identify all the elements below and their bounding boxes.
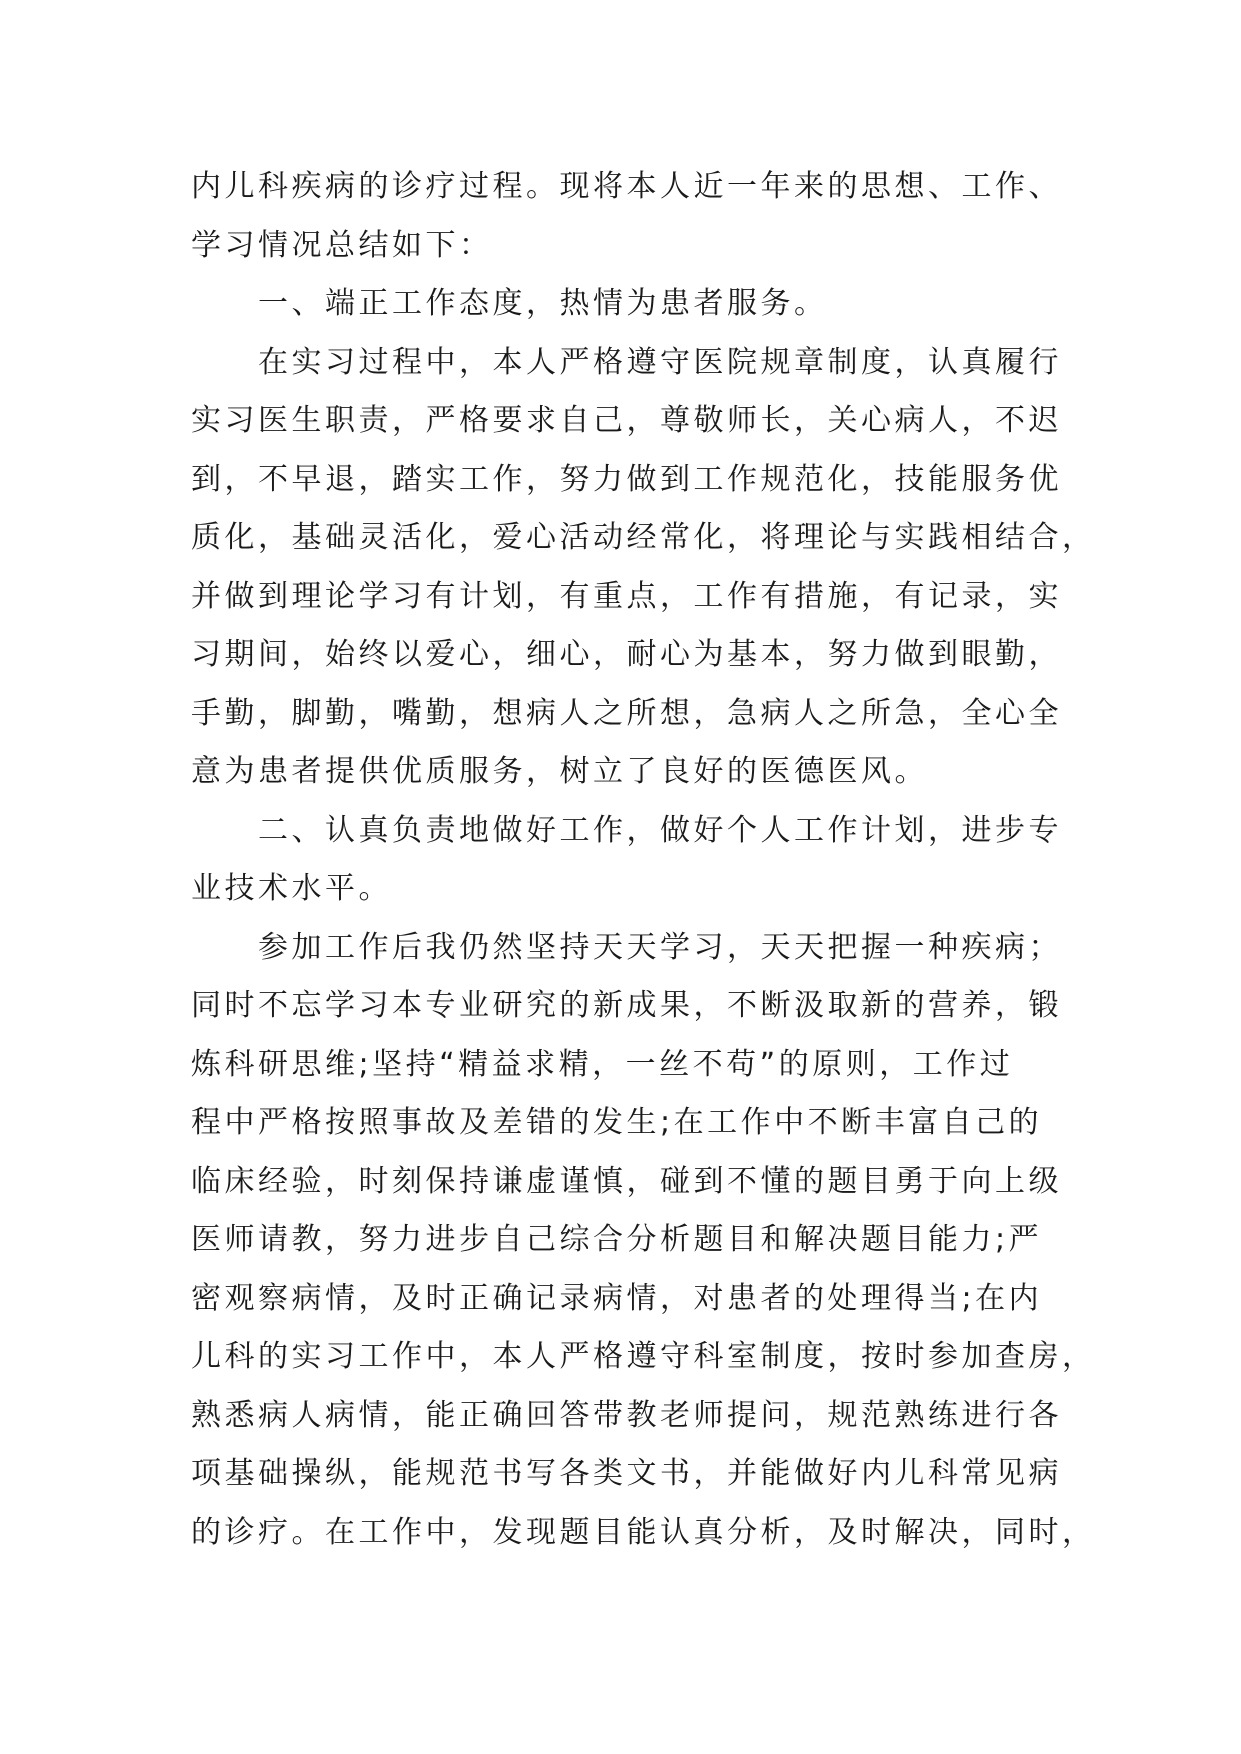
text-line: 到，不早退，踏实工作，努力做到工作规范化，技能服务优 — [191, 461, 1062, 497]
text-line: 意为患者提供优质服务，树立了良好的医德医风。 — [191, 754, 928, 789]
text-line: 手勤，脚勤，嘴勤，想病人之所想，急病人之所急，全心全 — [191, 695, 1062, 731]
text-line: 质化，基础灵活化，爱心活动经常化，将理论与实践相结合， — [191, 520, 1096, 555]
text-line: 医师请教，努力进步自己综合分析题目和解决题目能力;严 — [191, 1222, 1043, 1257]
text-line: 学习情况总结如下： — [191, 227, 493, 263]
text-line: 业技术水平。 — [191, 871, 392, 906]
text-line: 项基础操纵，能规范书写各类文书，并能做好内儿科常见病 — [191, 1456, 1062, 1491]
text-line: 内儿科疾病的诊疗过程。现将本人近一年来的思想、工作、 — [191, 169, 1062, 204]
text-line: 儿科的实习工作中，本人严格遵守科室制度，按时参加查房， — [191, 1339, 1096, 1374]
text-line: 实习医生职责，严格要求自己，尊敬师长，关心病人，不迟 — [191, 403, 1062, 438]
text-line: 的诊疗。在工作中，发现题目能认真分析，及时解决，同时， — [191, 1514, 1096, 1550]
text-line: 密观察病情，及时正确记录病情，对患者的处理得当;在内 — [191, 1280, 1043, 1316]
text-line: 并做到理论学习有计划，有重点，工作有措施，有记录，实 — [191, 578, 1062, 614]
paragraph-start: 在实习过程中，本人严格遵守医院规章制度，认真履行 — [258, 344, 1062, 380]
section-heading-1: 一、端正工作态度，热情为患者服务。 — [258, 286, 828, 321]
text-line: 炼科研思维;坚持“精益求精，一丝不苟”的原则，工作过 — [191, 1046, 1014, 1082]
paragraph-start: 参加工作后我仍然坚持天天学习，天天把握一种疾病； — [258, 929, 1062, 965]
text-line: 程中严格按照事故及差错的发生;在工作中不断丰富自己的 — [191, 1105, 1043, 1140]
body-text — [191, 158, 1096, 1562]
text-line: 习期间，始终以爱心，细心，耐心为基本，努力做到眼勤， — [191, 637, 1062, 672]
section-heading-2: 二、认真负责地做好工作，做好个人工作计划，进步专 — [258, 812, 1062, 848]
text-line: 熟悉病人病情，能正确回答带教老师提问，规范熟练进行各 — [191, 1397, 1062, 1433]
text-line: 同时不忘学习本专业研究的新成果，不断汲取新的营养，锻 — [191, 988, 1062, 1023]
text-line: 临床经验，时刻保持谦虚谨慎，碰到不懂的题目勇于向上级 — [191, 1163, 1062, 1199]
